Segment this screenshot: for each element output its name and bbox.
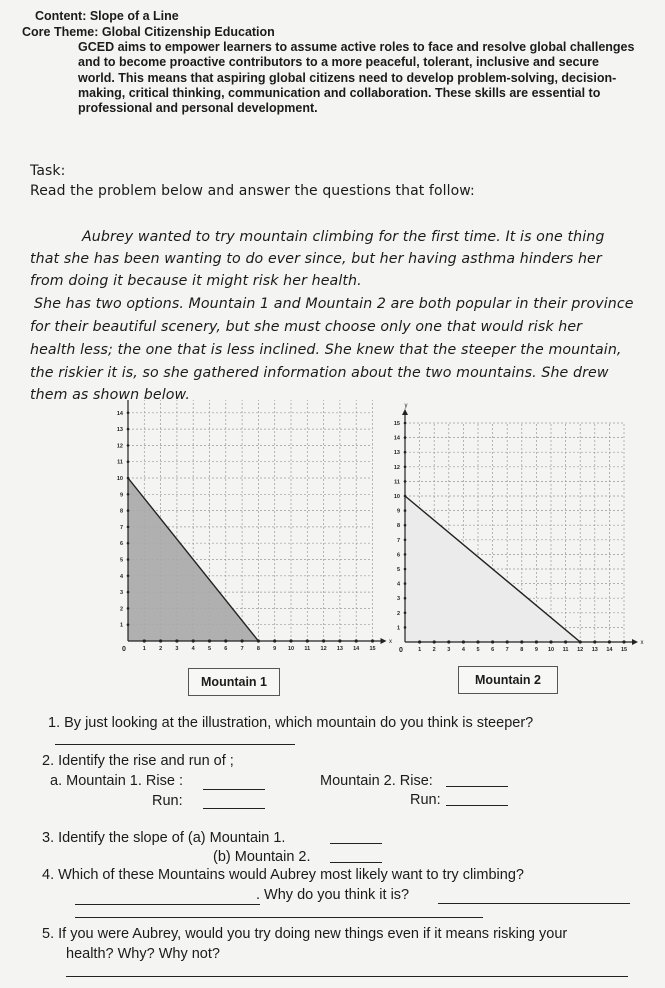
y-tick-label: 8	[119, 508, 123, 515]
story-line: for their beautiful scenery, but she must choose only one that would risk her	[30, 319, 583, 335]
x-tick-label: 5	[207, 646, 212, 652]
y-tick-label: 9	[396, 508, 400, 515]
y-axis-dot	[404, 539, 407, 542]
x-tick-label: 4	[461, 647, 465, 653]
y-tick-label: 2	[396, 610, 400, 617]
y-axis-dot	[404, 422, 407, 425]
y-tick-label: 8	[396, 523, 400, 530]
story-line: She has two options. Mountain 1 and Mountain 2 are both popular in their province	[34, 296, 634, 312]
question-5-line2: health? Why? Why not?	[66, 946, 220, 962]
x-axis-dot	[579, 640, 582, 643]
story-line: health less; the one that is less inclined. She knew that the steeper the mountain,	[30, 342, 622, 358]
x-axis-dot	[491, 640, 494, 643]
y-tick-label: 5	[396, 567, 400, 573]
y-axis-dot	[127, 509, 130, 512]
x-axis-dot	[462, 640, 465, 643]
y-tick-label: 15	[393, 421, 400, 427]
x-axis-dot	[143, 639, 146, 642]
core-theme-title: Core Theme: Global Citizenship Education	[22, 25, 275, 39]
y-tick-label: 13	[116, 427, 123, 434]
y-axis-dot	[127, 412, 130, 415]
x-axis-label: x	[640, 640, 644, 646]
y-axis-dot	[404, 451, 407, 454]
question-5-line1: 5. If you were Aubrey, would you try doing new things even if it means risking your	[42, 926, 568, 942]
x-tick-label: 2	[432, 647, 436, 653]
y-tick-label: 4	[396, 581, 400, 588]
x-tick-label: 5	[476, 647, 480, 653]
question-2: 2. Identify the rise and run of ;	[42, 753, 234, 769]
y-tick-label: 3	[119, 590, 123, 597]
x-axis-dot	[593, 640, 596, 643]
content-title: Content: Slope of a Line	[35, 9, 179, 23]
mountain-1-label: Mountain 1	[188, 668, 280, 696]
story-line: from doing it because it might risk her health.	[30, 273, 362, 289]
x-axis-dot	[257, 639, 260, 642]
x-axis-dot	[535, 640, 538, 643]
x-axis-dot	[306, 639, 309, 642]
answer-line-q1[interactable]	[55, 744, 295, 745]
answer-line-q5[interactable]	[66, 976, 628, 977]
y-tick-label: 11	[117, 459, 123, 466]
y-axis-dot	[404, 553, 407, 556]
x-axis-dot	[355, 639, 358, 642]
x-tick-label: 4	[191, 646, 195, 652]
answer-line-m2-rise[interactable]	[446, 786, 508, 787]
story-line: them as shown below.	[30, 387, 190, 403]
question-4: 4. Which of these Mountains would Aubrey most likely want to try climbing?	[42, 867, 524, 883]
y-tick-label: 2	[119, 606, 123, 613]
question-3a: 3. Identify the slope of (a) Mountain 1.	[42, 830, 286, 846]
y-axis-dot	[127, 444, 130, 447]
y-tick-label: 1	[396, 625, 400, 632]
y-tick-label: 11	[394, 479, 400, 486]
x-tick-label: 13	[591, 647, 598, 653]
answer-line-m1-rise[interactable]	[203, 789, 265, 790]
x-tick-label: 7	[505, 647, 509, 653]
x-axis-label: x	[389, 639, 392, 645]
y-tick-label: 1	[119, 622, 123, 629]
x-tick-label: 8	[520, 647, 524, 653]
y-axis-dot	[404, 436, 407, 439]
x-tick-label: 6	[491, 647, 495, 653]
y-axis-dot	[127, 591, 130, 594]
y-axis-dot	[127, 558, 130, 561]
x-tick-label: 9	[273, 646, 277, 652]
y-tick-label: 6	[396, 552, 400, 559]
answer-line-m2-run[interactable]	[446, 805, 508, 806]
y-axis-dot	[404, 509, 407, 512]
y-axis-label: y	[404, 403, 408, 409]
y-axis-dot	[404, 582, 407, 585]
x-axis-arrow	[381, 638, 387, 644]
x-axis-dot	[322, 639, 325, 642]
y-axis-dot	[127, 607, 130, 610]
y-tick-label: 6	[119, 541, 123, 548]
x-axis-dot	[192, 639, 195, 642]
y-axis-dot	[404, 626, 407, 629]
x-tick-label: 12	[320, 646, 327, 652]
y-tick-label: 9	[119, 492, 123, 499]
x-tick-label: 14	[353, 646, 360, 652]
y-tick-label	[117, 400, 123, 401]
x-axis-dot	[549, 640, 552, 643]
y-tick-label: 5	[119, 557, 123, 564]
y-tick-label: 12	[116, 443, 123, 450]
x-axis-dot	[241, 639, 244, 642]
question-3b: (b) Mountain 2.	[213, 849, 311, 865]
mountain-1-graph	[117, 400, 392, 653]
task-instruction: Read the problem below and answer the questions that follow:	[30, 183, 475, 199]
answer-line-q3a[interactable]	[330, 843, 382, 844]
gced-paragraph: GCED aims to empower learners to assume active roles to face and resolve global challenges and to become proactive contributors to a more peaceful, tolerant, inclusive and secure world. This means that aspiring global citizens need to develop problem-solving, decision-making, critical thinking, communication and collaboration. These skills are essential to professional and personal development.	[78, 40, 635, 116]
x-tick-label: 3	[175, 646, 179, 652]
mountain-2-graph	[394, 403, 644, 654]
x-axis-dot	[476, 640, 479, 643]
y-axis-dot	[404, 480, 407, 483]
y-tick-label: 7	[119, 524, 123, 531]
x-axis-dot	[418, 640, 421, 643]
y-axis-dot	[127, 623, 130, 626]
x-tick-label: 6	[224, 646, 228, 652]
answer-line-m1-run[interactable]	[203, 808, 265, 809]
x-tick-label: 9	[534, 647, 538, 653]
story-line: Aubrey wanted to try mountain climbing for the first time. It is one thing	[82, 229, 605, 245]
x-tick-label: 11	[304, 646, 311, 652]
x-axis-dot	[159, 639, 162, 642]
y-axis-dot	[404, 524, 407, 527]
x-axis-dot	[447, 640, 450, 643]
mountain-2-label: Mountain 2	[458, 666, 558, 694]
x-axis-dot	[273, 639, 276, 642]
x-tick-label: 10	[287, 646, 295, 652]
x-tick-label: 10	[547, 647, 555, 653]
y-tick-label: 14	[393, 435, 400, 442]
x-axis-dot	[622, 640, 625, 643]
task-label: Task:	[30, 163, 66, 179]
x-axis-dot	[520, 640, 523, 643]
y-axis-dot	[404, 568, 407, 571]
answer-line-q4[interactable]	[75, 904, 260, 905]
x-tick-label: 12	[577, 647, 584, 653]
x-tick-label: 15	[620, 647, 628, 653]
x-tick-label: 7	[240, 646, 244, 652]
y-tick-label: 14	[116, 410, 123, 417]
y-axis-dot	[127, 493, 130, 496]
y-axis-dot	[127, 526, 130, 529]
answer-line-q4-why-2[interactable]	[75, 917, 483, 918]
q2-mountain1-run-label: Run:	[152, 793, 183, 809]
x-tick-label: 15	[369, 646, 376, 652]
x-axis-dot	[175, 639, 178, 642]
story-line: that she has been wanting to do ever since, but her having asthma hinders her	[30, 251, 602, 267]
q2-mountain1-rise-label: a. Mountain 1. Rise :	[50, 773, 183, 789]
answer-line-q3b[interactable]	[330, 862, 382, 863]
x-tick-label: 2	[159, 646, 163, 652]
x-tick-label: 1	[418, 647, 422, 653]
y-axis-dot	[404, 612, 407, 615]
x-axis-arrow	[632, 639, 638, 645]
y-axis-dot	[404, 597, 407, 600]
mountain-graphs	[0, 400, 665, 700]
story-line: the riskier it is, so she gathered information about the two mountains. She drew	[30, 365, 609, 381]
x-axis-dot	[608, 640, 611, 643]
x-axis-dot	[208, 639, 211, 642]
question-1: 1. By just looking at the illustration, which mountain do you think is steeper?	[48, 715, 534, 731]
answer-line-q4-why[interactable]	[438, 903, 630, 904]
y-tick-label: 7	[396, 537, 400, 544]
y-axis-dot	[404, 466, 407, 469]
y-axis-dot	[127, 477, 130, 480]
y-tick-label: 12	[393, 464, 400, 471]
origin-label: 0	[122, 646, 126, 653]
x-tick-label: 14	[606, 647, 613, 653]
x-tick-label: 8	[256, 646, 260, 652]
question-4-why: . Why do you think it is?	[256, 887, 410, 903]
y-tick-label: 10	[116, 476, 123, 482]
x-tick-label: 11	[562, 647, 569, 653]
x-tick-label: 1	[142, 646, 146, 652]
origin-label: 0	[399, 647, 403, 654]
y-tick-label: 3	[396, 596, 400, 603]
y-axis-dot	[404, 495, 407, 498]
x-axis-dot	[371, 639, 374, 642]
y-tick-label: 13	[393, 450, 400, 457]
y-tick-label: 4	[119, 573, 123, 580]
y-axis-dot	[127, 460, 130, 463]
x-axis-dot	[433, 640, 436, 643]
q2-mountain2-rise-label: Mountain 2. Rise:	[320, 773, 433, 789]
y-axis-dot	[127, 575, 130, 578]
y-axis-dot	[127, 428, 130, 431]
y-tick-label: 10	[393, 494, 400, 500]
q2-mountain2-run-label: Run:	[410, 792, 441, 808]
x-tick-label: 3	[447, 647, 451, 653]
y-axis-dot	[127, 542, 130, 545]
x-axis-dot	[506, 640, 509, 643]
x-axis-dot	[338, 639, 341, 642]
x-tick-label: 13	[336, 646, 343, 652]
x-axis-dot	[289, 639, 292, 642]
x-axis-dot	[564, 640, 567, 643]
y-axis-arrow	[402, 409, 408, 415]
x-axis-dot	[224, 639, 227, 642]
